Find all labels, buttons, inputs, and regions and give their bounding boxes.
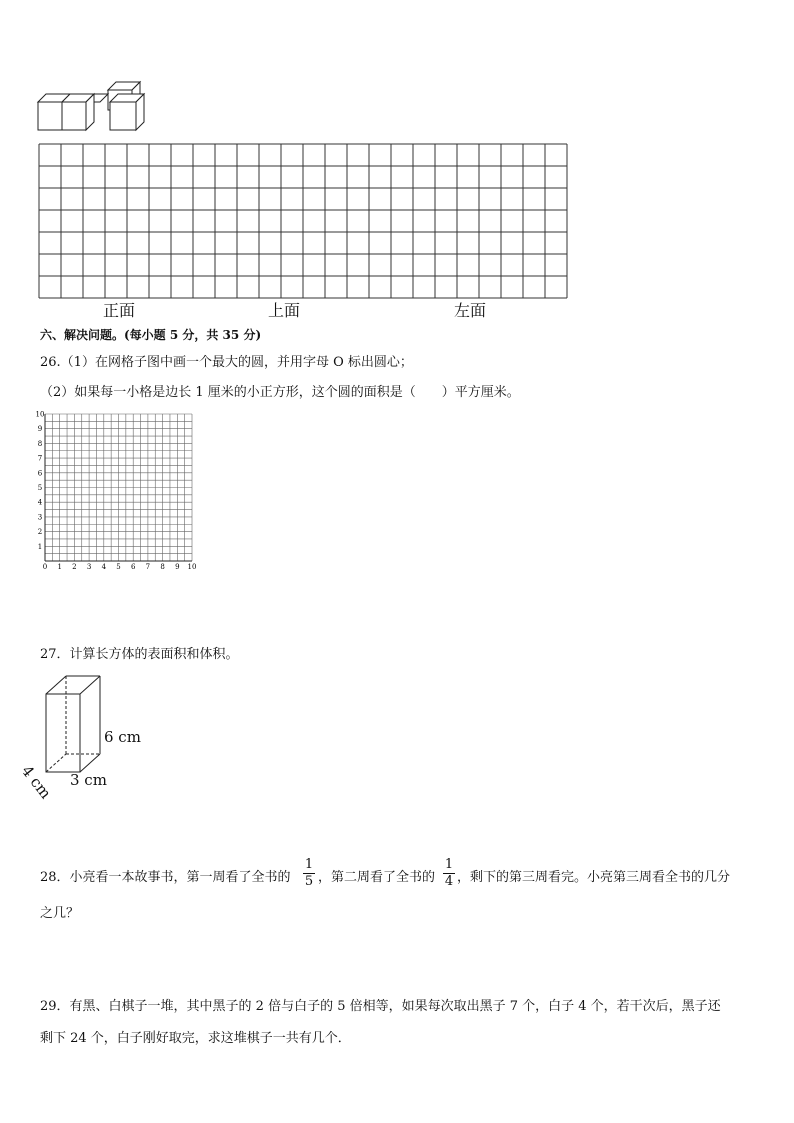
x-tick-label: 5: [116, 563, 121, 571]
cuboid-width-label: 3 cm: [70, 771, 107, 789]
q27-text: 27．计算长方体的表面积和体积。: [40, 647, 239, 662]
q26-line2: （2）如果每一小格是边长 1 厘米的小正方形，这个圆的面积是（ ）平方厘米。: [40, 385, 520, 400]
y-tick-label: 2: [37, 528, 43, 537]
label-top-view: 上面: [268, 301, 301, 320]
y-tick-label: 10: [35, 410, 45, 419]
q29-line1: 29．有黑、白棋子一堆，其中黑子的 2 倍与白子的 5 倍相等，如果每次取出黑子 7 个，白子 4 个，若干次后，黑子还: [40, 999, 721, 1014]
q28-frac2-numerator: 1: [444, 857, 454, 872]
x-tick-label: 4: [101, 563, 107, 571]
y-tick-label: 4: [37, 498, 43, 507]
q29-line2: 剩下 24 个，白子刚好取完，求这堆棋子一共有几个．: [40, 1031, 351, 1046]
q28-frac2-denominator: 4: [444, 874, 454, 889]
coordinate-grid: [30, 412, 200, 582]
q28-part2: ，第二周看了全书的: [318, 870, 436, 885]
y-tick-label: 7: [37, 454, 43, 463]
x-tick-label: 9: [175, 563, 180, 571]
q28-part1: 28．小亮看一本故事书，第一周看了全书的: [40, 870, 291, 885]
section-heading: 六、解决问题。(每小题 5 分，共 35 分): [40, 328, 262, 342]
x-tick-label: 6: [130, 563, 136, 571]
q28-frac1-denominator: 5: [304, 874, 314, 889]
x-tick-label: 0: [42, 563, 48, 571]
x-tick-label: 3: [86, 563, 92, 571]
y-tick-label: 3: [37, 513, 43, 522]
y-tick-label: 9: [37, 425, 43, 434]
q28-line2: 之几？: [40, 906, 80, 921]
q28-fraction-1: [303, 858, 315, 889]
x-tick-label: 2: [72, 563, 77, 571]
x-tick-label: 1: [57, 563, 62, 571]
x-tick-label: 7: [145, 563, 151, 571]
y-tick-label: 6: [37, 469, 43, 478]
label-left-view: 左面: [454, 301, 487, 320]
q28-part3: ，剩下的第三周看完。小亮第三周看全书的几分: [457, 870, 731, 885]
cube-figure: [36, 80, 156, 132]
y-tick-label: 1: [37, 542, 43, 551]
y-tick-label: 8: [37, 439, 43, 448]
label-front-view: 正面: [103, 301, 136, 320]
x-tick-label: 10: [187, 563, 197, 571]
cuboid-height-label: 6 cm: [104, 728, 141, 746]
view-drawing-grid: [38, 143, 568, 299]
q28-frac1-numerator: 1: [304, 857, 314, 872]
q28-fraction-2: [443, 858, 455, 889]
y-tick-label: 5: [37, 484, 43, 492]
cuboid-depth-label: 4 cm: [17, 762, 55, 803]
q26-line1: 26.（1）在网格子图中画一个最大的圆，并用字母 O 标出圆心；: [40, 355, 413, 370]
x-tick-label: 8: [160, 563, 165, 571]
